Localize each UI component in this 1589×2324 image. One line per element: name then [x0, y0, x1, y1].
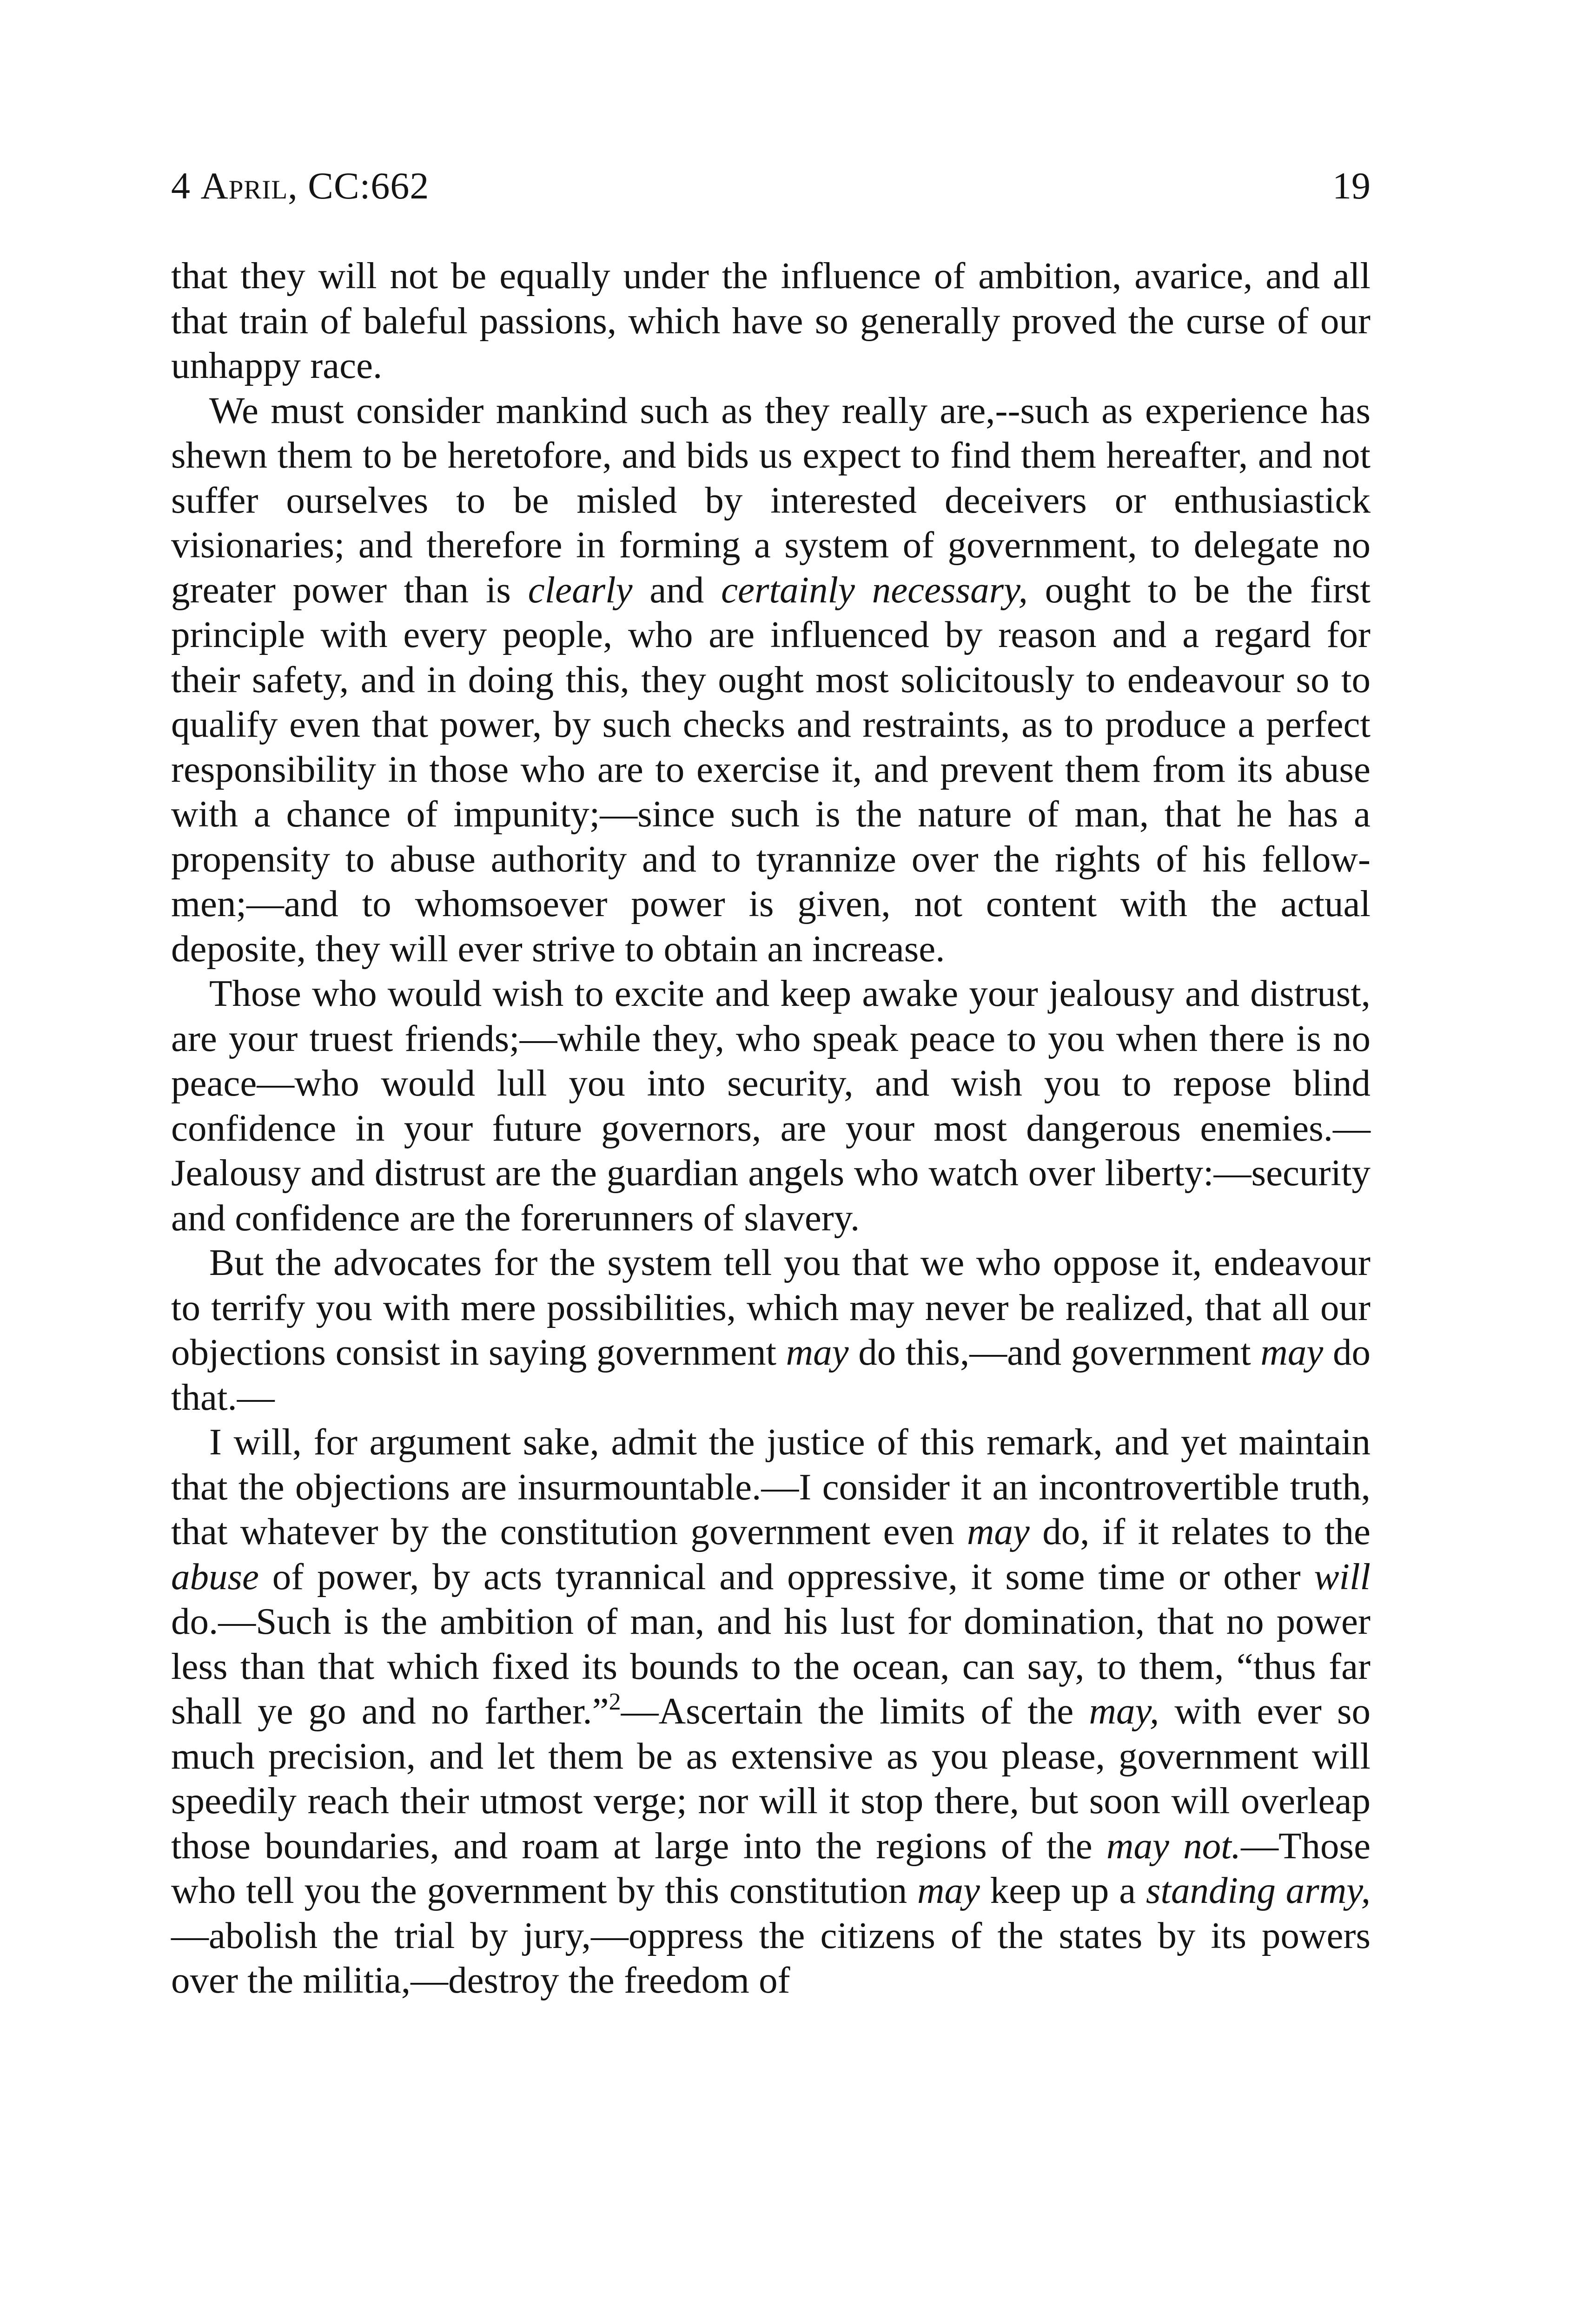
- emphasis-text: clearly: [528, 568, 633, 611]
- text-run: ought to be the first principle with every people, who are influenced by reason and a regard for their safety, and in doing this, they ought most solicitously to endeavour so to qualify even that power, by such checks and restraints, as to produce a perfect responsibility in those who are to exercise it, and prevent them from its abuse with a chance of impunity;—since such is the nature of man, that he has a propensity to abuse authority and to tyrannize over the rights of his fellow-men;—and to whomsoever power is given, not content with the actual deposite, they will ever strive to obtain an increase.: [171, 568, 1371, 970]
- running-head-cc-number: CC:662: [308, 165, 430, 207]
- text-run: do this,—and government: [848, 1331, 1261, 1373]
- paragraph: [171, 971, 1371, 1240]
- text-run: —Those who tell you the government by this constitution: [171, 1824, 1371, 1911]
- emphasis-text: may: [967, 1511, 1030, 1552]
- paragraph: [171, 1419, 1371, 2003]
- emphasis-text: may: [786, 1331, 849, 1373]
- running-head-citation: [171, 163, 429, 209]
- paragraph: [171, 1240, 1371, 1419]
- text-run: We must consider mankind such as they really are,--such as experience has shewn them to be heretofore, and bids us expect to find them hereafter, and not suffer ourselves to be misled by interested deceivers or enthusiastick visionaries; and therefore in forming a system of government, to delegate no greater power than is: [171, 389, 1371, 611]
- running-head-month: April,: [200, 165, 298, 207]
- text-run: with ever so much precision, and let them be as extensive as you please, government will speedily reach their utmost verge; nor will it stop there, but soon will overleap those boundaries, and roam at large into the regions of the: [171, 1690, 1371, 1867]
- text-run: Those who would wish to excite and keep awake your jealousy and distrust, are your truest friends;—while they, who speak peace to you when there is no peace—who would lull you into security, and wish you to repose blind confidence in your future governors, are your most dangerous enemies.—Jealousy and distrust are the guardian angels who watch over liberty:—security and confidence are the forerunners of slavery.: [171, 972, 1371, 1239]
- footnote-reference: 2: [609, 1689, 621, 1715]
- body-text: [171, 253, 1371, 2003]
- text-run: —Ascertain the limits of the: [621, 1690, 1089, 1732]
- emphasis-text: may,: [1089, 1690, 1159, 1732]
- paragraph: [171, 388, 1371, 971]
- text-run: do, if it relates to the: [1029, 1511, 1371, 1552]
- emphasis-text: certainly necessary,: [721, 568, 1028, 611]
- page-number: 19: [1332, 165, 1371, 207]
- emphasis-text: will: [1314, 1555, 1371, 1598]
- text-run: keep up a: [980, 1869, 1146, 1911]
- text-run: But the advocates for the system tell you that we who oppose it, endeavour to terrify you with mere possibilities, which may never be realized, that all our objections consist in saying government: [171, 1241, 1371, 1373]
- text-run: of power, by acts tyrannical and oppressive, it some time or other: [258, 1555, 1314, 1598]
- text-run: I will, for argument sake, admit the justice of this remark, and yet maintain that the objections are insurmountable.—I consider it an incontrovertible truth, that whatever by the constitution government even: [171, 1421, 1371, 1552]
- running-head-date: 4: [171, 165, 191, 207]
- emphasis-text: may not.: [1106, 1824, 1241, 1867]
- text-run: do.—Such is the ambition of man, and his lust for domination, that no power less than that which fixed its bounds to the ocean, can say, to them, “thus far shall ye go and no farther.”: [171, 1600, 1371, 1732]
- emphasis-text: standing army,: [1145, 1869, 1371, 1911]
- running-head: [171, 163, 1371, 209]
- text-run: that they will not be equally under the influence of ambition, avarice, and all that train of baleful passions, which have so generally proved the curse of our unhappy race.: [171, 255, 1371, 386]
- emphasis-text: abuse: [171, 1555, 259, 1598]
- emphasis-text: may: [917, 1869, 980, 1911]
- text-run: —abolish the trial by jury,—oppress the citizens of the states by its powers over the militia,—destroy the freedom of: [171, 1914, 1371, 2001]
- paragraph: [171, 253, 1371, 388]
- emphasis-text: may: [1260, 1331, 1324, 1373]
- text-run: and: [632, 568, 722, 611]
- text-run: do that.—: [171, 1331, 1371, 1418]
